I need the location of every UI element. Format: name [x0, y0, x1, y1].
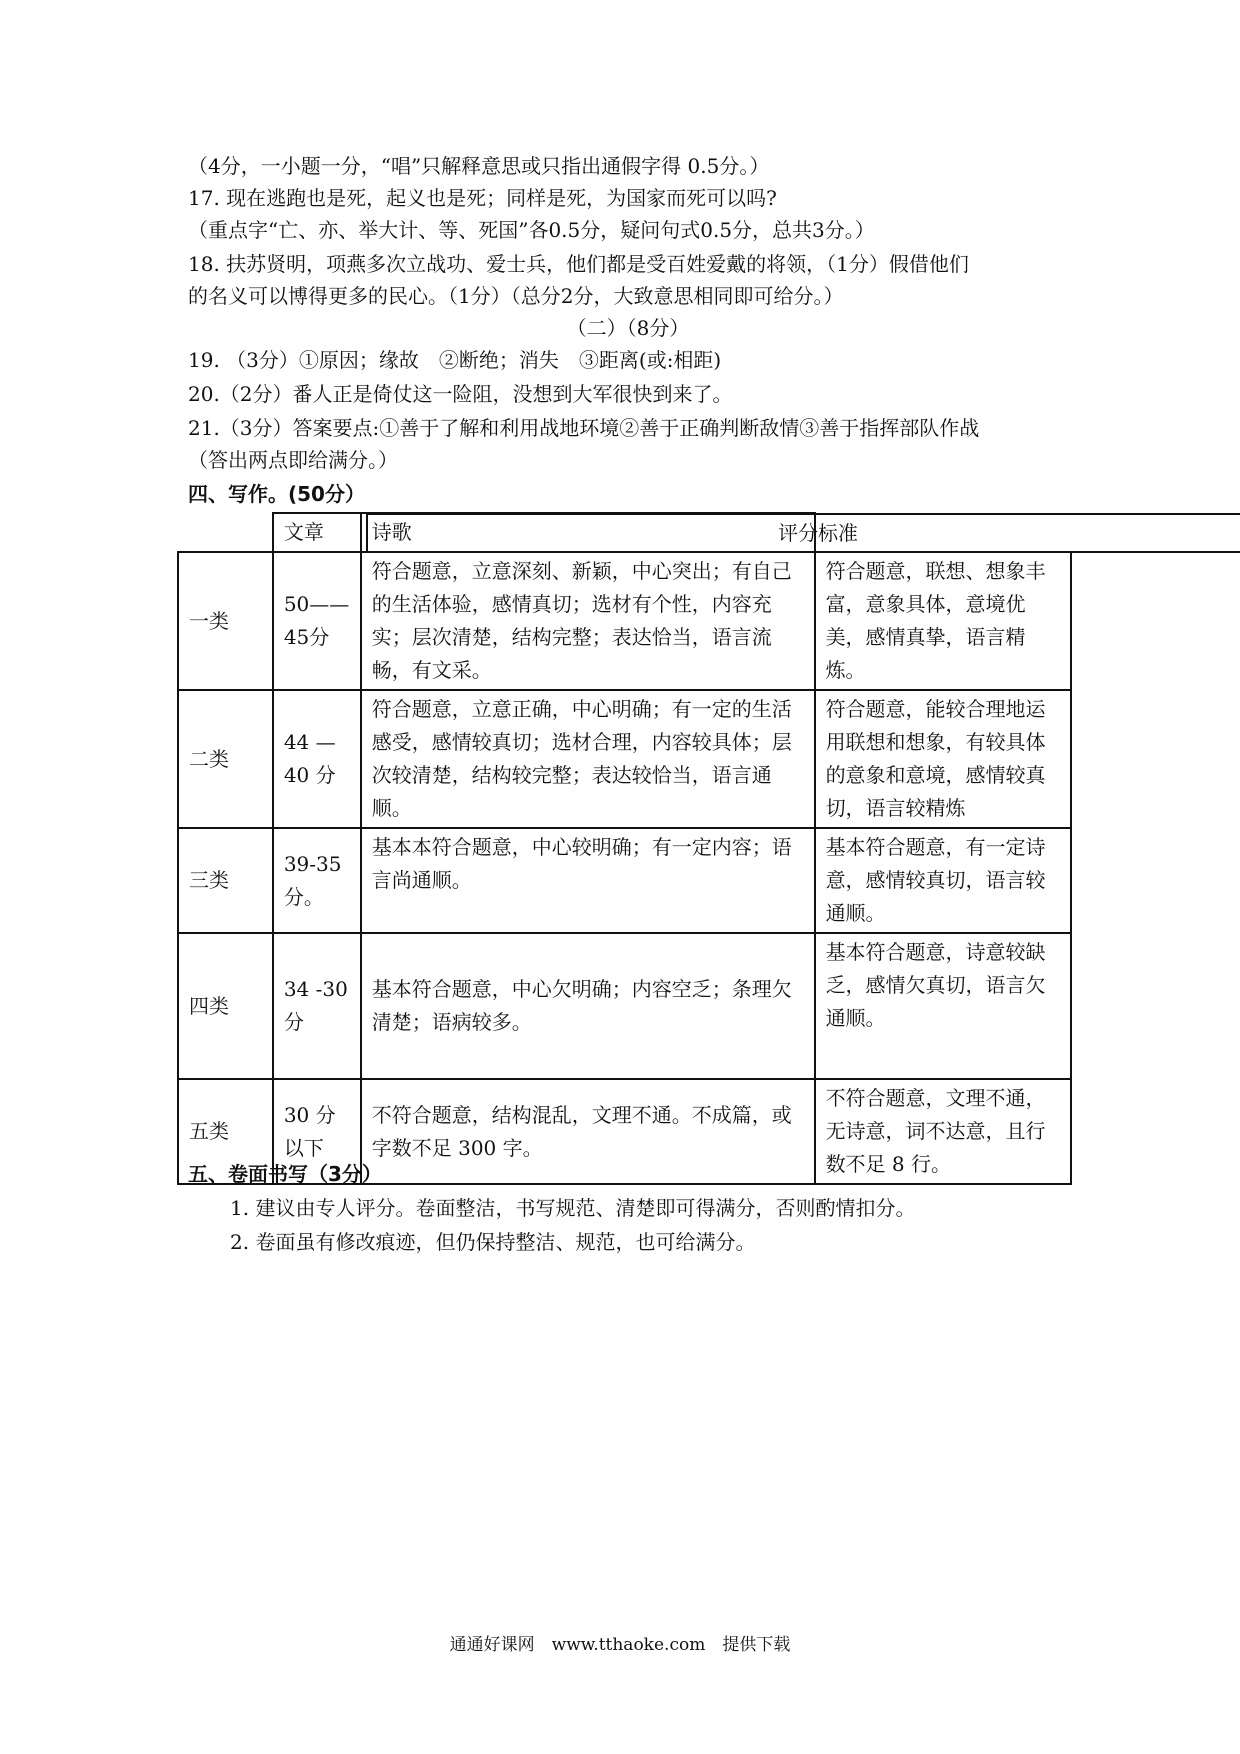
q18-answer-line1: 18. 扶苏贤明，项燕多次立战功、爱士兵，他们都是受百姓爱戴的将领，（1分）假借他们 [188, 252, 969, 276]
score-cell: 50——45分 [273, 552, 361, 690]
grade-cell: 四类 [178, 933, 273, 1079]
q21-answer-line2: （答出两点即给满分。） [188, 448, 398, 472]
q21-answer-line1: 21.（3分）答案要点:①善于了解和利用战地环境②善于正确判断敌情③善于指挥部队作战 [188, 416, 980, 440]
score-cell: 44 —40 分 [273, 690, 361, 828]
essay-criteria-cell: 符合题意，立意深刻、新颖，中心突出；有自己的生活体验，感情真切；选材有个性，内容充实；层次清楚，结构完整；表达恰当，语言流畅，有文采。 [361, 552, 815, 690]
grade-cell: 二类 [178, 690, 273, 828]
table-row [178, 828, 1071, 933]
score-cell: 34 -30分 [273, 933, 361, 1079]
writing-heading: 四、写作。(50分） [188, 482, 365, 506]
poem-criteria-cell: 符合题意，能较合理地运用联想和想象，有较具体的意象和意境，感情较真切，语言较精炼 [815, 690, 1071, 828]
q19-answer: 19. （3分）①原因；缘故 ②断绝；消失 ③距离(或:相距) [188, 348, 722, 372]
poem-criteria-cell: 基本符合题意，有一定诗意，感情较真切，语言较通顺。 [815, 828, 1071, 933]
essay-criteria-cell: 基本符合题意，中心欠明确；内容空乏；条理欠清楚；语病较多。 [361, 933, 815, 1079]
header-essay: 文章 [273, 513, 361, 552]
essay-criteria-cell: 基本本符合题意，中心较明确；有一定内容；语言尚通顺。 [361, 828, 815, 933]
part2-title: （二）（8分） [566, 316, 690, 340]
q18-answer-line2: 的名义可以博得更多的民心。（1分）（总分2分，大致意思相同即可给分。） [188, 284, 844, 308]
grade-cell: 一类 [178, 552, 273, 690]
table-row [178, 933, 1071, 1079]
table-row [178, 690, 1071, 828]
grade-cell: 五类 [178, 1079, 273, 1184]
poem-criteria-cell: 符合题意，联想、想象丰富，意象具体，意境优美，感情真挚，语言精炼。 [815, 552, 1071, 690]
header-poem: 诗歌 [361, 513, 815, 552]
footer-source: 通通好课网 www.tthaoke.com 提供下载 [449, 1635, 791, 1655]
score-cell: 39-35分。 [273, 828, 361, 933]
handwriting-heading: 五、卷面书写（3分） [188, 1162, 382, 1186]
writing-scoring-table [177, 512, 1072, 1185]
q17-answer: 17. 现在逃跑也是死，起义也是死；同样是死，为国家而死可以吗? [188, 186, 777, 210]
table-header-row [178, 513, 1071, 552]
q16-scoring-note: （4分，一小题一分，“唱”只解释意思或只指出通假字得 0.5分。） [188, 154, 770, 178]
handwriting-item-1: 1. 建议由专人评分。卷面整洁，书写规范、清楚即可得满分，否则酌情扣分。 [230, 1196, 916, 1220]
essay-criteria-cell: 符合题意，立意正确，中心明确；有一定的生活感受，感情较真切；选材合理，内容较具体；层次较清楚，结构较完整；表达较恰当，语言通顺。 [361, 690, 815, 828]
poem-criteria-cell: 不符合题意，文理不通，无诗意，词不达意，且行数不足 8 行。 [815, 1079, 1071, 1184]
q17-scoring-note: （重点字“亡、亦、举大计、等、死国”各0.5分，疑问句式0.5分，总共3分。） [188, 218, 875, 242]
header-criteria: 评分标准 [366, 513, 1240, 553]
table-row [178, 552, 1071, 690]
grade-cell: 三类 [178, 828, 273, 933]
handwriting-item-2: 2. 卷面虽有修改痕迹，但仍保持整洁、规范，也可给满分。 [230, 1230, 756, 1254]
poem-criteria-cell: 基本符合题意，诗意较缺乏，感情欠真切，语言欠通顺。 [815, 933, 1071, 1079]
score-cell: 30 分以下 [273, 1079, 361, 1184]
q20-answer: 20.（2分）番人正是倚仗这一险阻，没想到大军很快到来了。 [188, 382, 733, 406]
essay-criteria-cell: 不符合题意，结构混乱，文理不通。不成篇，或字数不足 300 字。 [361, 1079, 815, 1184]
